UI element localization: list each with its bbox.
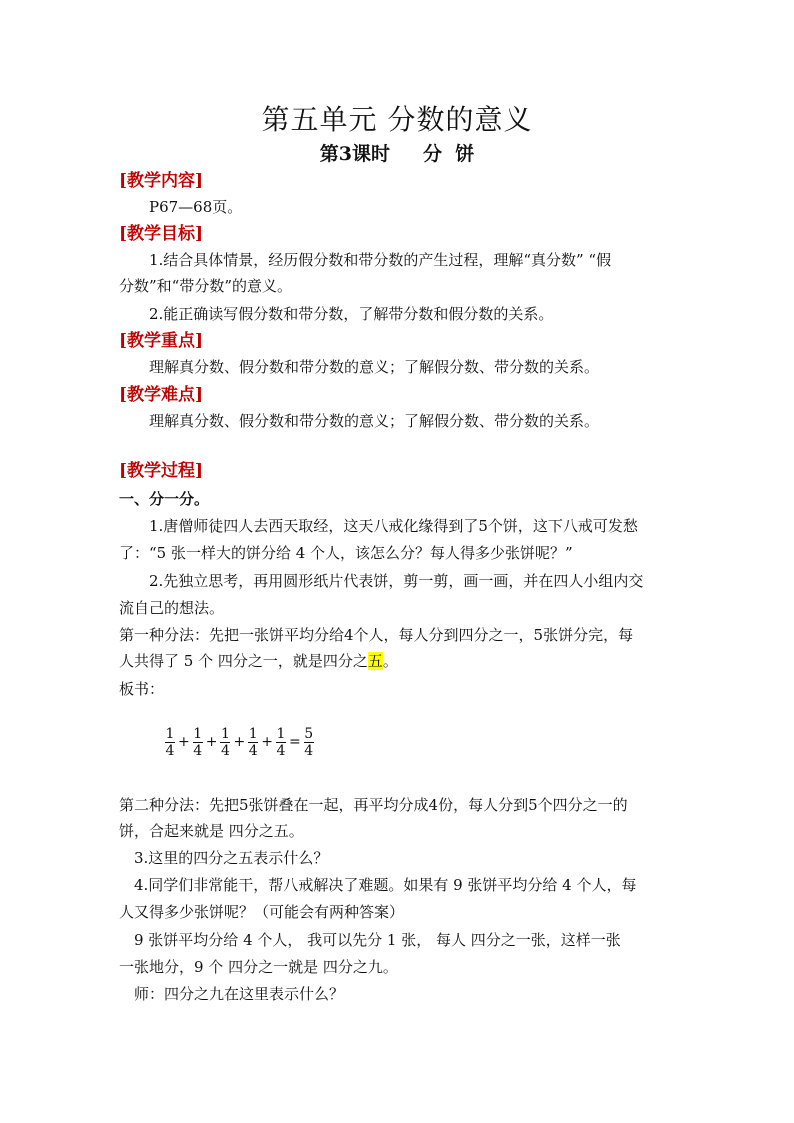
paragraph-line: 了：“5 张一样大的饼分给 4 个人，该怎么分？每人得多少张饼呢？” xyxy=(119,544,573,562)
goal-line: 2.能正确读写假分数和带分数，了解带分数和假分数的关系。 xyxy=(149,305,554,323)
numerator: 1 xyxy=(248,725,258,742)
method-one-line xyxy=(119,652,679,671)
denominator: 4 xyxy=(248,742,258,759)
section-heading-content: [教学内容] xyxy=(119,171,204,191)
question-four-line: 4.同学们非常能干，帮八戒解决了难题。如果有 9 张饼平均分给 4 个人，每 xyxy=(134,876,637,894)
denominator: 4 xyxy=(304,742,314,759)
fraction xyxy=(248,726,258,759)
question-four-line: 人又得多少张饼呢？（可能会有两种答案） xyxy=(119,903,405,921)
fraction xyxy=(276,726,286,759)
method-two-line: 饼，合起来就是 四分之五。 xyxy=(119,822,304,840)
fraction xyxy=(165,726,175,759)
section-heading-difficult: [教学难点] xyxy=(119,385,204,405)
numerator: 1 xyxy=(221,725,230,742)
method-one-line: 第一种分法：先把一张饼平均分给4个人，每人分到四分之一，5张饼分完，每 xyxy=(119,626,634,644)
method-one-text: 人共得了 5 个 四分之一，就是四分之 xyxy=(119,652,368,670)
teacher-question: 师：四分之九在这里表示什么？ xyxy=(134,985,345,1003)
section-heading-key: [教学重点] xyxy=(119,331,204,351)
plus-sign: + xyxy=(233,734,246,750)
paragraph-line: 流自己的想法。 xyxy=(119,599,225,617)
fraction xyxy=(193,726,203,759)
plus-sign: + xyxy=(178,734,190,750)
paragraph-line: 1.唐僧师徒四人去西天取经，这天八戒化缘得到了5个饼，这下八戒可发愁 xyxy=(149,517,638,535)
goal-line: 1.结合具体情景，经历假分数和带分数的产生过程，理解“真分数” “假 xyxy=(149,251,612,269)
difficult-text: 理解真分数、假分数和带分数的意义；了解假分数、带分数的关系。 xyxy=(149,412,600,430)
page-title: 第五单元 分数的意义 xyxy=(261,103,533,136)
plus-sign: + xyxy=(205,734,218,750)
method-one-period: 。 xyxy=(382,652,398,670)
denominator: 4 xyxy=(221,742,230,759)
content-text: P67—68页。 xyxy=(149,198,243,216)
question-three: 3.这里的四分之五表示什么？ xyxy=(134,849,329,867)
answer-four-line: 9 张饼平均分给 4 个人， 我可以先分 1 张， 每人 四分之一张，这样一张 xyxy=(134,931,621,949)
result-fraction xyxy=(304,726,314,759)
section-heading-goals: [教学目标] xyxy=(119,224,204,244)
answer-four-line: 一张地分，9 个 四分之一就是 四分之九。 xyxy=(119,958,398,976)
plus-sign: + xyxy=(261,734,273,750)
equals-sign: = xyxy=(288,734,301,750)
paragraph-line: 2.先独立思考，再用圆形纸片代表饼，剪一剪，画一画，并在四人小组内交 xyxy=(149,572,644,590)
denominator: 4 xyxy=(165,742,175,759)
numerator: 1 xyxy=(276,725,286,742)
section-heading-process: [教学过程] xyxy=(119,461,204,481)
denominator: 4 xyxy=(276,742,286,759)
fraction-formula xyxy=(164,719,315,765)
goal-line: 分数”和“带分数”的意义。 xyxy=(119,277,293,295)
denominator: 4 xyxy=(193,742,203,759)
lesson-subtitle: 第3课时 分 饼 xyxy=(319,143,475,165)
key-text: 理解真分数、假分数和带分数的意义；了解假分数、带分数的关系。 xyxy=(149,358,600,376)
numerator: 1 xyxy=(165,725,175,742)
numerator: 5 xyxy=(304,725,314,742)
numerator: 1 xyxy=(193,725,203,742)
fraction xyxy=(220,726,230,759)
part-title: 一、分一分。 xyxy=(119,490,210,508)
method-two-line: 第二种分法：先把5张饼叠在一起，再平均分成4份，每人分到5个四分之一的 xyxy=(119,796,628,814)
highlighted-text: 五 xyxy=(367,652,383,670)
board-label: 板书： xyxy=(119,680,165,698)
